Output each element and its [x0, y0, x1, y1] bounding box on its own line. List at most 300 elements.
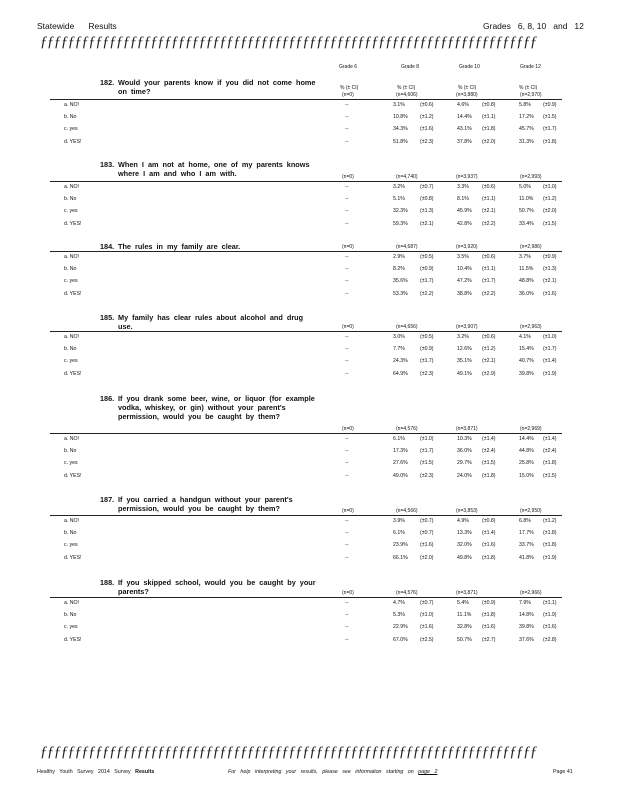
cell-ci: (±1.5)	[543, 114, 557, 121]
cell-percent: 5.8%	[519, 102, 531, 108]
pct-ci-label-grade-8: % (± CI)	[397, 85, 416, 91]
table-row	[0, 126, 618, 138]
question-text: When I am not at home, one of my parents knows where I am and who I am with.	[118, 160, 314, 178]
cell-percent: 15.4%	[519, 346, 534, 353]
cell-percent: 7.7%	[393, 346, 405, 353]
col-grade-8: Grade 8	[401, 64, 420, 70]
cell-ci: (±0.8)	[482, 518, 496, 524]
cell-percent: 23.9%	[393, 542, 408, 549]
response-label: a. NO!	[64, 334, 79, 340]
table-row	[0, 334, 618, 346]
cell-grade-6: --	[345, 114, 349, 121]
cell-percent: 3.7%	[519, 254, 531, 260]
cell-grade-6: --	[345, 600, 349, 606]
table-row	[0, 114, 618, 126]
cell-percent: 24.3%	[393, 358, 408, 365]
cell-ci: (±1.8)	[482, 554, 496, 561]
cell-percent: 4.7%	[393, 600, 405, 606]
cell-ci: (±0.9)	[420, 266, 434, 273]
response-label: c. yes	[64, 460, 78, 467]
cell-ci: (±2.3)	[420, 472, 434, 479]
cell-ci: (±1.6)	[420, 624, 434, 631]
cell-grade-6: --	[345, 518, 349, 524]
cell-ci: (±2.8)	[543, 636, 557, 643]
question-divider	[50, 99, 562, 100]
question-text: Would your parents know if you did not come home on time?	[118, 78, 320, 96]
cell-ci: (±0.5)	[420, 334, 434, 340]
col-grade-6: Grade 6	[339, 64, 358, 70]
cell-percent: 4.9%	[457, 518, 469, 524]
cell-percent: 5.4%	[457, 600, 469, 606]
question-divider	[50, 433, 562, 434]
sample-size-grade-6: (n=0)	[342, 426, 354, 432]
footer-survey-2: Youth	[59, 769, 73, 775]
cell-grade-6: --	[345, 290, 349, 297]
cell-ci: (±1.6)	[420, 126, 434, 133]
cell-percent: 3.3%	[457, 184, 469, 190]
cell-ci: (±1.5)	[420, 460, 434, 467]
cell-ci: (±0.9)	[543, 102, 557, 108]
cell-percent: 37.8%	[457, 138, 472, 145]
table-row	[0, 624, 618, 636]
cell-percent: 10.3%	[457, 436, 472, 442]
cell-percent: 48.8%	[519, 278, 534, 285]
cell-grade-6: --	[345, 334, 349, 340]
header-left	[37, 21, 131, 31]
cell-percent: 35.1%	[457, 358, 472, 365]
cell-percent: 3.2%	[393, 184, 405, 190]
cell-grade-6: --	[345, 278, 349, 285]
cell-grade-6: --	[345, 208, 349, 215]
cell-ci: (±1.1)	[482, 266, 496, 273]
response-label: a. NO!	[64, 600, 79, 606]
col-grade-12: Grade 12	[520, 64, 541, 70]
cell-grade-6: --	[345, 346, 349, 353]
cell-ci: (±0.9)	[482, 600, 496, 606]
cell-percent: 6.8%	[519, 518, 531, 524]
response-label: a. NO!	[64, 436, 79, 442]
question-number: 183.	[100, 160, 115, 169]
question-number: 188.	[100, 578, 115, 587]
cell-percent: 45.9%	[457, 208, 472, 215]
response-label: a. NO!	[64, 184, 79, 190]
cell-grade-6: --	[345, 636, 349, 643]
question-text: If you carried a handgun without your parent's permission, would you be caught by them?	[118, 495, 297, 513]
cell-ci: (±1.7)	[543, 346, 557, 353]
response-label: d. YES!	[64, 290, 82, 297]
pct-ci-label-grade-12: % (± CI)	[519, 85, 538, 91]
response-label: b. No	[64, 196, 77, 203]
sample-size-grade-6: (n=0)	[342, 244, 354, 250]
response-label: c. yes	[64, 208, 78, 215]
cell-percent: 17.3%	[393, 448, 408, 455]
cell-percent: 32.3%	[393, 208, 408, 215]
cell-percent: 4.1%	[519, 334, 531, 340]
pct-ci-label-grade-10: % (± CI)	[458, 85, 477, 91]
cell-ci: (±2.5)	[420, 636, 434, 643]
header-right	[476, 21, 584, 31]
cell-percent: 25.8%	[519, 460, 534, 467]
cell-ci: (±2.0)	[420, 554, 434, 561]
cell-percent: 47.2%	[457, 278, 472, 285]
footer-survey-6: Results	[135, 769, 155, 775]
sample-size-grade-12: (n=2,993)	[520, 174, 542, 180]
footer-rule: ƒƒƒƒƒƒƒƒƒƒƒƒƒƒƒƒƒƒƒƒƒƒƒƒƒƒƒƒƒƒƒƒƒƒƒƒƒƒƒƒƒƒƒƒƒƒƒƒƒƒƒƒƒƒƒƒƒƒƒƒƒƒƒƒƒƒƒƒƒƒƒƒ	[40, 744, 537, 760]
footer-survey-3: Survey	[77, 769, 94, 775]
cell-percent: 3.2%	[457, 334, 469, 340]
cell-ci: (±0.6)	[482, 184, 496, 190]
cell-ci: (±0.7)	[420, 518, 434, 524]
cell-ci: (±0.8)	[420, 196, 434, 203]
table-row	[0, 612, 618, 624]
header-rule: ƒƒƒƒƒƒƒƒƒƒƒƒƒƒƒƒƒƒƒƒƒƒƒƒƒƒƒƒƒƒƒƒƒƒƒƒƒƒƒƒƒƒƒƒƒƒƒƒƒƒƒƒƒƒƒƒƒƒƒƒƒƒƒƒƒƒƒƒƒƒƒƒ	[40, 34, 537, 50]
cell-percent: 10.8%	[393, 114, 408, 121]
cell-ci: (±1.4)	[543, 436, 557, 442]
cell-percent: 27.6%	[393, 460, 408, 467]
header-grades-label: Grades	[483, 21, 511, 31]
cell-percent: 5.3%	[393, 612, 405, 619]
header-grades-list: 6, 8, 10	[517, 21, 547, 31]
cell-grade-6: --	[345, 220, 349, 227]
cell-percent: 29.7%	[457, 460, 472, 467]
cell-percent: 2.9%	[393, 254, 405, 260]
cell-percent: 34.3%	[393, 126, 408, 133]
cell-ci: (±2.1)	[543, 278, 557, 285]
cell-grade-6: --	[345, 542, 349, 549]
sample-size-grade-8: (n=4,656)	[396, 324, 418, 330]
table-row	[0, 221, 618, 233]
cell-grade-6: --	[345, 266, 349, 273]
cell-percent: 31.3%	[519, 138, 534, 145]
table-row	[0, 184, 618, 196]
cell-percent: 10.4%	[457, 266, 472, 273]
footer-help-link[interactable]: page 2	[418, 769, 438, 775]
sample-size-grade-6: (n=0)	[342, 324, 354, 330]
cell-ci: (±2.3)	[420, 370, 434, 377]
cell-ci: (±1.2)	[420, 114, 434, 121]
footer-help	[228, 769, 437, 775]
cell-percent: 6.1%	[393, 530, 405, 537]
cell-percent: 5.1%	[393, 196, 405, 203]
cell-ci: (±1.6)	[482, 542, 496, 549]
cell-ci: (±1.8)	[543, 530, 557, 537]
response-label: d. YES!	[64, 636, 82, 643]
cell-ci: (±2.4)	[543, 448, 557, 455]
sample-size-grade-8: (n=4,576)	[396, 590, 418, 596]
cell-percent: 11.0%	[519, 196, 534, 203]
sample-size-grade-12: (n=2,986)	[520, 244, 542, 250]
response-label: b. No	[64, 114, 77, 121]
cell-grade-6: --	[345, 196, 349, 203]
cell-percent: 11.5%	[519, 266, 534, 273]
table-row	[0, 518, 618, 530]
cell-percent: 24.0%	[457, 472, 472, 479]
question-text: The rules in my family are clear.	[118, 242, 241, 251]
cell-percent: 53.3%	[393, 290, 408, 297]
cell-percent: 7.9%	[519, 600, 531, 606]
cell-percent: 40.7%	[519, 358, 534, 365]
cell-ci: (±0.7)	[420, 600, 434, 606]
response-label: b. No	[64, 266, 77, 273]
cell-percent: 50.7%	[519, 208, 534, 215]
sample-size-grade-6: (n=0)	[342, 590, 354, 596]
cell-ci: (±2.3)	[420, 138, 434, 145]
cell-ci: (±1.2)	[543, 518, 557, 524]
cell-ci: (±0.7)	[420, 184, 434, 190]
cell-ci: (±1.7)	[420, 448, 434, 455]
cell-ci: (±2.0)	[482, 138, 496, 145]
sample-size-grade-10: (n=3,871)	[456, 426, 478, 432]
response-label: a. NO!	[64, 254, 79, 260]
cell-grade-6: --	[345, 460, 349, 467]
sample-size-grade-8: (n=4,576)	[396, 426, 418, 432]
cell-ci: (±0.9)	[420, 346, 434, 353]
cell-ci: (±1.7)	[482, 278, 496, 285]
cell-ci: (±1.0)	[543, 334, 557, 340]
cell-grade-6: --	[345, 126, 349, 133]
cell-percent: 67.0%	[393, 636, 408, 643]
cell-percent: 6.1%	[393, 436, 405, 442]
cell-percent: 11.1%	[457, 612, 472, 619]
cell-percent: 44.8%	[519, 448, 534, 455]
cell-ci: (±1.0)	[420, 436, 434, 442]
table-row	[0, 102, 618, 114]
cell-ci: (±0.5)	[420, 254, 434, 260]
cell-ci: (±1.6)	[543, 624, 557, 631]
footer-survey-1: Healthy	[37, 769, 55, 775]
response-label: d. YES!	[64, 554, 82, 561]
cell-ci: (±1.6)	[420, 542, 434, 549]
question-number: 187.	[100, 495, 115, 504]
table-row	[0, 600, 618, 612]
sample-size-grade-8: (n=4,740)	[396, 174, 418, 180]
cell-grade-6: --	[345, 370, 349, 377]
cell-percent: 43.1%	[457, 126, 472, 133]
cell-ci: (±1.5)	[482, 460, 496, 467]
cell-ci: (±1.9)	[543, 612, 557, 619]
table-row	[0, 473, 618, 485]
cell-ci: (±2.7)	[482, 636, 496, 643]
cell-percent: 39.8%	[519, 370, 534, 377]
cell-percent: 49.8%	[457, 554, 472, 561]
cell-grade-6: --	[345, 184, 349, 190]
cell-percent: 36.0%	[457, 448, 472, 455]
header-results: Results	[88, 21, 117, 31]
sample-size-grade-10: (n=3,920)	[456, 244, 478, 250]
footer-survey	[37, 769, 154, 775]
cell-percent: 17.7%	[519, 530, 534, 537]
cell-ci: (±1.6)	[543, 290, 557, 297]
sample-size-grade-10: (n=3,937)	[456, 174, 478, 180]
cell-grade-6: --	[345, 554, 349, 561]
sample-size-grade-8: (n=4,566)	[396, 508, 418, 514]
footer-help-text: For help interpreting your results, please see information starting on	[228, 769, 414, 775]
table-row	[0, 542, 618, 554]
sample-size-grade-10: (n=3,907)	[456, 324, 478, 330]
cell-grade-6: --	[345, 530, 349, 537]
table-row	[0, 436, 618, 448]
cell-percent: 3.5%	[457, 254, 469, 260]
cell-percent: 33.4%	[519, 220, 534, 227]
cell-ci: (±1.4)	[543, 358, 557, 365]
cell-percent: 42.8%	[457, 220, 472, 227]
cell-grade-6: --	[345, 436, 349, 442]
cell-ci: (±1.9)	[543, 554, 557, 561]
cell-ci: (±0.6)	[482, 254, 496, 260]
cell-percent: 41.8%	[519, 554, 534, 561]
cell-ci: (±0.9)	[543, 254, 557, 260]
cell-grade-6: --	[345, 612, 349, 619]
table-row	[0, 460, 618, 472]
table-row	[0, 346, 618, 358]
sample-size-grade-12: (n=2,950)	[520, 508, 542, 514]
response-label: c. yes	[64, 126, 78, 133]
cell-percent: 22.9%	[393, 624, 408, 631]
cell-ci: (±2.2)	[482, 220, 496, 227]
table-row	[0, 371, 618, 383]
cell-ci: (±2.1)	[420, 220, 434, 227]
cell-percent: 33.7%	[519, 542, 534, 549]
cell-ci: (±1.9)	[543, 370, 557, 377]
cell-ci: (±1.8)	[482, 126, 496, 133]
cell-ci: (±1.3)	[420, 208, 434, 215]
cell-ci: (±0.7)	[420, 530, 434, 537]
sample-size-grade-12: (n=2,966)	[520, 590, 542, 596]
cell-ci: (±2.0)	[543, 208, 557, 215]
cell-percent: 64.9%	[393, 370, 408, 377]
cell-percent: 59.3%	[393, 220, 408, 227]
cell-ci: (±1.2)	[482, 346, 496, 353]
cell-percent: 14.4%	[519, 436, 534, 442]
question-text: If you skipped school, would you be caught by your parents?	[118, 578, 320, 596]
cell-ci: (±2.2)	[482, 290, 496, 297]
cell-percent: 45.7%	[519, 126, 534, 133]
cell-percent: 39.8%	[519, 624, 534, 631]
response-label: a. NO!	[64, 102, 79, 108]
cell-grade-6: --	[345, 472, 349, 479]
cell-percent: 4.6%	[457, 102, 469, 108]
cell-ci: (±1.8)	[543, 138, 557, 145]
cell-ci: (±1.8)	[482, 612, 496, 619]
cell-ci: (±1.7)	[543, 126, 557, 133]
cell-ci: (±0.6)	[482, 334, 496, 340]
cell-grade-6: --	[345, 624, 349, 631]
cell-percent: 5.0%	[519, 184, 531, 190]
sample-size-grade-12: (n=2,970)	[520, 92, 542, 98]
table-row	[0, 139, 618, 151]
response-label: a. NO!	[64, 518, 79, 524]
cell-percent: 13.3%	[457, 530, 472, 537]
cell-ci: (±1.0)	[420, 612, 434, 619]
sample-size-grade-6: (n=0)	[342, 92, 354, 98]
cell-ci: (±1.8)	[543, 460, 557, 467]
footer-page: Page 41	[553, 769, 573, 775]
cell-percent: 8.1%	[457, 196, 469, 203]
response-label: c. yes	[64, 542, 78, 549]
question-divider	[50, 515, 562, 516]
cell-percent: 14.8%	[519, 612, 534, 619]
question-divider	[50, 331, 562, 332]
sample-size-grade-10: (n=3,871)	[456, 590, 478, 596]
cell-ci: (±1.7)	[420, 278, 434, 285]
sample-size-grade-6: (n=0)	[342, 174, 354, 180]
cell-ci: (±1.4)	[482, 436, 496, 442]
question-number: 184.	[100, 242, 115, 251]
table-row	[0, 555, 618, 567]
cell-ci: (±1.3)	[543, 266, 557, 273]
cell-grade-6: --	[345, 138, 349, 145]
sample-size-grade-10: (n=3,853)	[456, 508, 478, 514]
cell-ci: (±1.7)	[420, 358, 434, 365]
cell-percent: 66.1%	[393, 554, 408, 561]
question-divider	[50, 251, 562, 252]
cell-percent: 17.2%	[519, 114, 534, 121]
sample-size-grade-6: (n=0)	[342, 508, 354, 514]
question-number: 186.	[100, 394, 115, 403]
response-label: b. No	[64, 448, 77, 455]
header-and: and	[553, 21, 568, 31]
table-row	[0, 291, 618, 303]
question-divider	[50, 181, 562, 182]
cell-percent: 3.1%	[393, 102, 405, 108]
table-row	[0, 196, 618, 208]
question-number: 185.	[100, 313, 115, 322]
cell-percent: 3.0%	[393, 334, 405, 340]
cell-ci: (±1.6)	[482, 624, 496, 631]
cell-ci: (±2.1)	[482, 208, 496, 215]
footer-survey-4: 2014	[98, 769, 110, 775]
cell-grade-6: --	[345, 448, 349, 455]
question-divider	[50, 597, 562, 598]
cell-ci: (±1.5)	[543, 472, 557, 479]
cell-ci: (±2.9)	[482, 370, 496, 377]
response-label: b. No	[64, 612, 77, 619]
cell-ci: (±1.0)	[543, 184, 557, 190]
sample-size-grade-8: (n=4,687)	[396, 244, 418, 250]
cell-ci: (±1.1)	[482, 196, 496, 203]
cell-grade-6: --	[345, 254, 349, 260]
sample-size-grade-10: (n=3,880)	[456, 92, 478, 98]
response-label: c. yes	[64, 624, 78, 631]
cell-ci: (±2.1)	[482, 358, 496, 365]
cell-ci: (±1.8)	[543, 542, 557, 549]
question-text: My family has clear rules about alcohol and drug use.	[118, 313, 308, 331]
cell-ci: (±1.4)	[482, 530, 496, 537]
cell-percent: 14.4%	[457, 114, 472, 121]
response-label: c. yes	[64, 358, 78, 365]
sample-size-grade-12: (n=2,969)	[520, 426, 542, 432]
sample-size-grade-8: (n=4,606)	[396, 92, 418, 98]
cell-grade-6: --	[345, 358, 349, 365]
response-label: d. YES!	[64, 138, 82, 145]
cell-ci: (±1.1)	[482, 114, 496, 121]
cell-percent: 32.8%	[457, 624, 472, 631]
sample-size-grade-12: (n=2,963)	[520, 324, 542, 330]
cell-percent: 49.0%	[393, 472, 408, 479]
footer-survey-5: Survey	[114, 769, 131, 775]
cell-percent: 37.6%	[519, 636, 534, 643]
col-grade-10: Grade 10	[459, 64, 480, 70]
pct-ci-label-grade-6: % (± CI)	[340, 85, 359, 91]
header-grade-12: 12	[574, 21, 584, 31]
table-row	[0, 208, 618, 220]
table-row	[0, 530, 618, 542]
table-row	[0, 278, 618, 290]
cell-percent: 50.7%	[457, 636, 472, 643]
cell-percent: 32.0%	[457, 542, 472, 549]
cell-percent: 49.1%	[457, 370, 472, 377]
table-row	[0, 254, 618, 266]
